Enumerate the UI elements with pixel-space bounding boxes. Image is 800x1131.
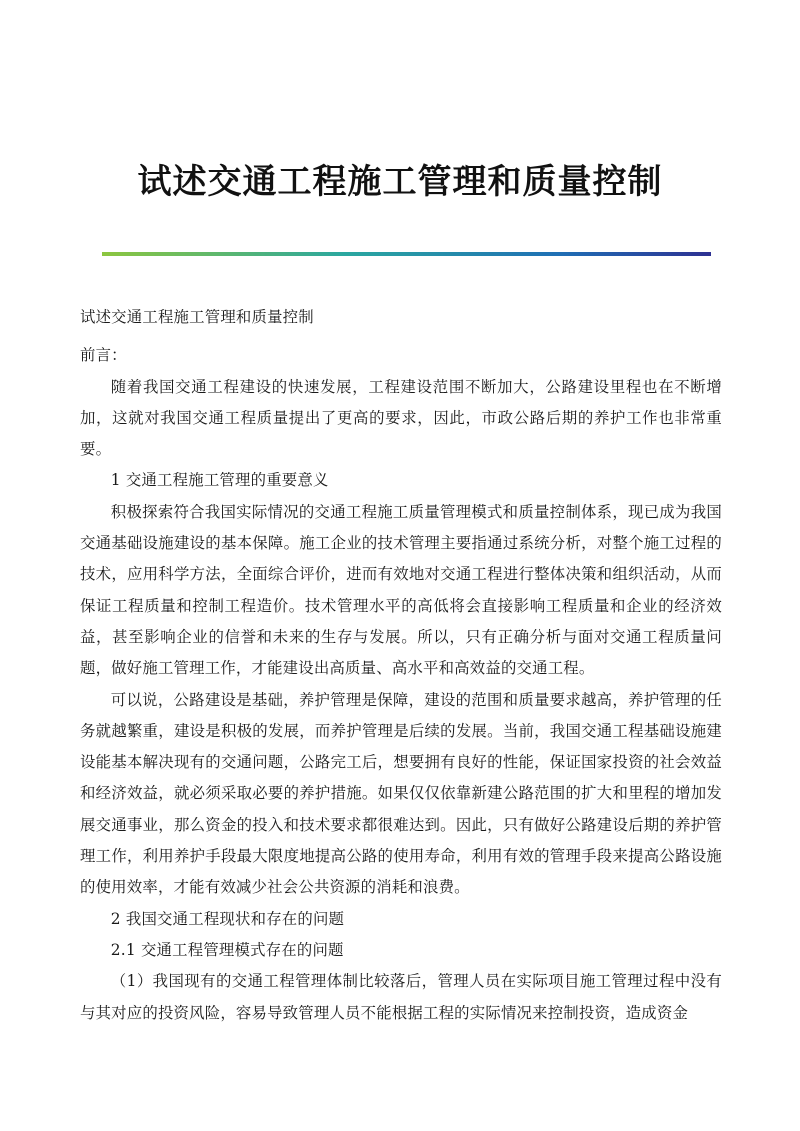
paragraph-significance: 积极探索符合我国实际情况的交通工程施工质量管理模式和质量控制体系，现已成为我国交通基础设施建设的基本保障。施工企业的技术管理主要指通过系统分析，对整个施工过程的技术，应用科学方法，全面综合评价，进而有效地对交通工程进行整体决策和组织活动，从而保证工程质量和控制工程造价。技术管理水平的高低将会直接影响工程质量和企业的经济效益，甚至影响企业的信誉和未来的生存与发展。所以，只有正确分析与面对交通工程质量问题，做好施工管理工作，才能建设出高质量、高水平和高效益的交通工程。 xyxy=(80,502,722,678)
paragraph-item-1: （1）我国现有的交通工程管理体制比较落后，管理人员在实际项目施工管理过程中没有与其对应的投资风险，容易导致管理人员不能根据工程的实际情况来控制投资，造成资金 xyxy=(80,972,722,1022)
document-title: 试述交通工程施工管理和质量控制 xyxy=(137,162,663,202)
paragraph-maintenance: 可以说，公路建设是基础，养护管理是保障，建设的范围和质量要求越高，养护管理的任务就越繁重，建设是积极的发展，而养护管理是后续的发展。当前，我国交通工程基础设施建设能基本解决现有的交通问题，公路完工后，想要拥有良好的性能，保证国家投资的社会效益和经济效益，就必须采取必要的养护措施。如果仅仅依靠新建公路范围的扩大和里程的增加发展交通事业，那么资金的投入和技术要求都很难达到。因此，只有做好公路建设后期的养护管理工作，利用养护手段最大限度地提高公路的使用寿命，利用有效的管理手段来提高公路设施的使用效率，才能有效减少社会公共资源的消耗和浪费。 xyxy=(80,690,722,897)
paragraph-intro: 随着我国交通工程建设的快速发展，工程建设范围不断加大，公路建设里程也在不断增加，这就对我国交通工程质量提出了更高的要求，因此，市政公路后期的养护工作也非常重要。 xyxy=(80,377,722,459)
section-heading-1: 1 交通工程施工管理的重要意义 xyxy=(110,471,329,490)
title-divider xyxy=(102,252,711,256)
section-heading-2-1: 2.1 交通工程管理模式存在的问题 xyxy=(110,940,344,959)
section-heading-2: 2 我国交通工程现状和存在的问题 xyxy=(110,909,345,928)
document-body xyxy=(80,302,722,1029)
subtitle-line: 试述交通工程施工管理和质量控制 xyxy=(80,308,314,326)
preface-label: 前言： xyxy=(80,346,127,365)
